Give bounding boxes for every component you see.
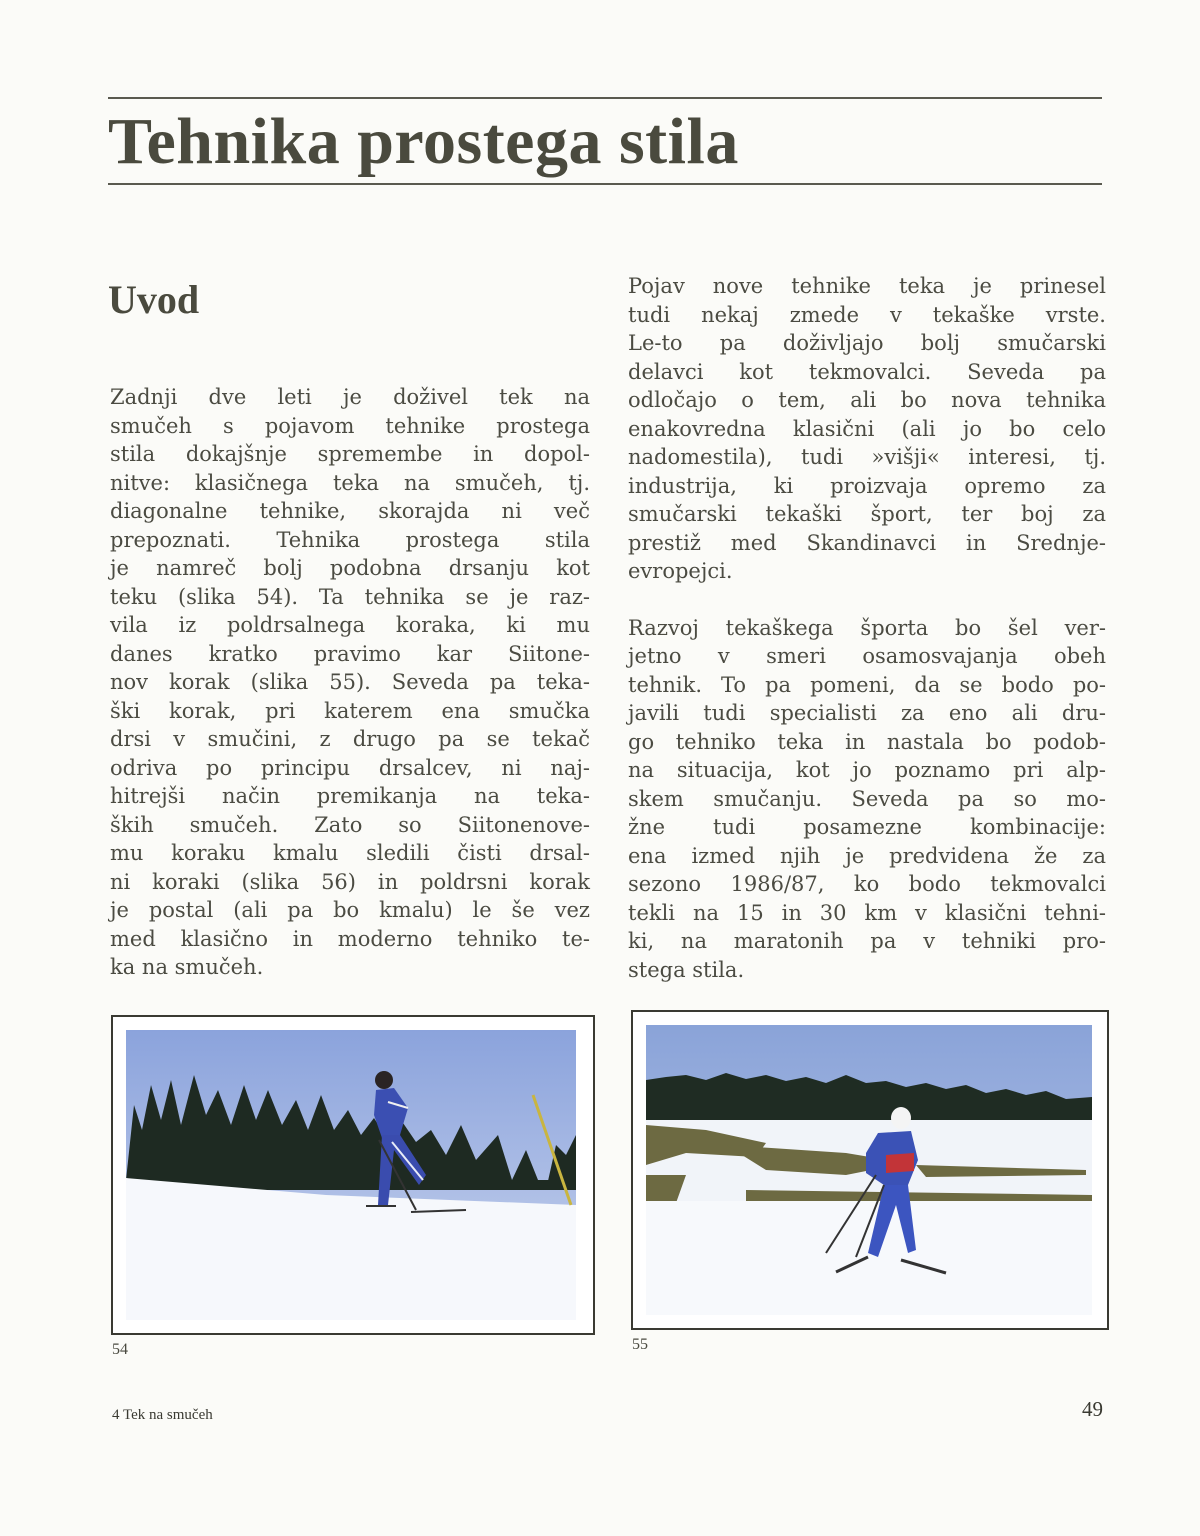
text-line: prestiž med Skandinavci in Srednje- [628,530,1106,555]
page-number: 49 [1082,1397,1103,1421]
paragraph-intro [110,383,590,982]
right-column-text [628,272,1106,984]
title-rule-bottom [108,183,1102,185]
text-line: ka na smučeh. [110,955,264,979]
figure-54-caption: 54 [112,1341,128,1358]
text-line: tehnik. To pa pomeni, da se bodo po- [628,672,1106,697]
text-line: diagonalne tehnike, skorajda ni več [110,499,590,523]
snow-foreground [646,1201,1092,1315]
figure-55-caption: 55 [632,1336,648,1353]
text-line: go tehniko teka in nastala bo podob- [628,729,1106,754]
text-line: stega stila. [628,957,745,982]
text-line: vila iz poldrsalnega koraka, ki mu [110,613,590,637]
skier-skating-image [126,1030,576,1320]
text-line: enakovredna klasični (ali jo bo celo [628,416,1106,441]
text-line: je namreč bolj podobna drsanju kot [110,556,590,580]
text-line: Zadnji dve leti je doživel tek na [110,385,590,409]
title-rule-top [108,97,1102,99]
text-line: evropejci. [628,559,733,583]
text-line: smučeh s pojavom tehnike prostega [110,413,590,438]
text-line: mu koraku kmalu sledili čisti drsal- [110,841,590,865]
figure-54-photo [111,1015,595,1335]
text-line: Pojav nove tehnike teka je prinesel [628,274,1106,298]
text-line: drsi v smučini, z drugo pa se tekač [110,727,590,751]
section-heading: Uvod [108,277,200,322]
text-line: jetno v smeri osamosvajanja obeh [628,644,1106,668]
text-line: danes kratko pravimo kar Siitone- [110,641,590,666]
text-line: med klasično in moderno tehniko te- [110,926,590,951]
text-line: na situacija, kot jo poznamo pri alp- [628,758,1106,782]
paragraph-confusion [628,272,1106,586]
paragraph-development [628,614,1106,985]
skier-siitonen-step-image [646,1025,1092,1315]
text-line: teku (slika 54). Ta tehnika se je raz- [110,584,590,609]
text-line: skem smučanju. Seveda pa so mo- [628,786,1106,811]
text-line: tudi nekaj zmede v tekaške vrste. [628,302,1106,327]
text-line: smučarski tekaški šport, ter boj za [628,502,1106,526]
text-line: žne tudi posamezne kombinacije: [628,815,1106,839]
text-line: nadomestila), tudi »višji« interesi, tj. [628,445,1106,469]
figure-55-photo [631,1010,1109,1330]
text-line: tekli na 15 in 30 km v klasični tehni- [628,900,1106,925]
text-line: stila dokajšnje spremembe in dopol- [110,442,590,466]
text-line: ški korak, pri katerem ena smučka [110,698,590,723]
text-line: ena izmed njih je predvidena že za [628,843,1106,868]
text-line: ni koraki (slika 56) in poldrsni korak [110,869,590,894]
text-line: ških smučeh. Zato so Siitonenove- [110,812,590,837]
text-line: Razvoj tekaškega športa bo šel ver- [628,615,1106,640]
text-line: odločajo o tem, ali bo nova tehnika [628,388,1106,412]
text-line: hitrejši način premikanja na teka- [110,784,590,808]
text-line: Le-to pa doživljajo bolj smučarski [628,331,1106,355]
text-line: industrija, ki proizvaja opremo za [628,473,1106,498]
text-line: sezono 1986/87, ko bodo tekmovalci [628,872,1106,896]
page-title: Tehnika prostega stila [108,105,739,178]
text-line: javili tudi specialisti za eno ali dru- [628,701,1106,725]
chapter-footer: 4 Tek na smučeh [112,1407,213,1423]
text-line: je postal (ali pa bo kmalu) le še vez [110,898,590,922]
text-line: prepoznati. Tehnika prostega stila [110,527,590,552]
text-line: odriva po principu drsalcev, ni naj- [110,755,590,780]
text-line: nitve: klasičnega teka na smučeh, tj. [110,470,590,495]
text-line: nov korak (slika 55). Seveda pa teka- [110,670,590,694]
text-line: ki, na maratonih pa v tehniki pro- [628,929,1106,953]
text-line: delavci kot tekmovalci. Seveda pa [628,359,1106,384]
left-column-text [110,383,590,982]
